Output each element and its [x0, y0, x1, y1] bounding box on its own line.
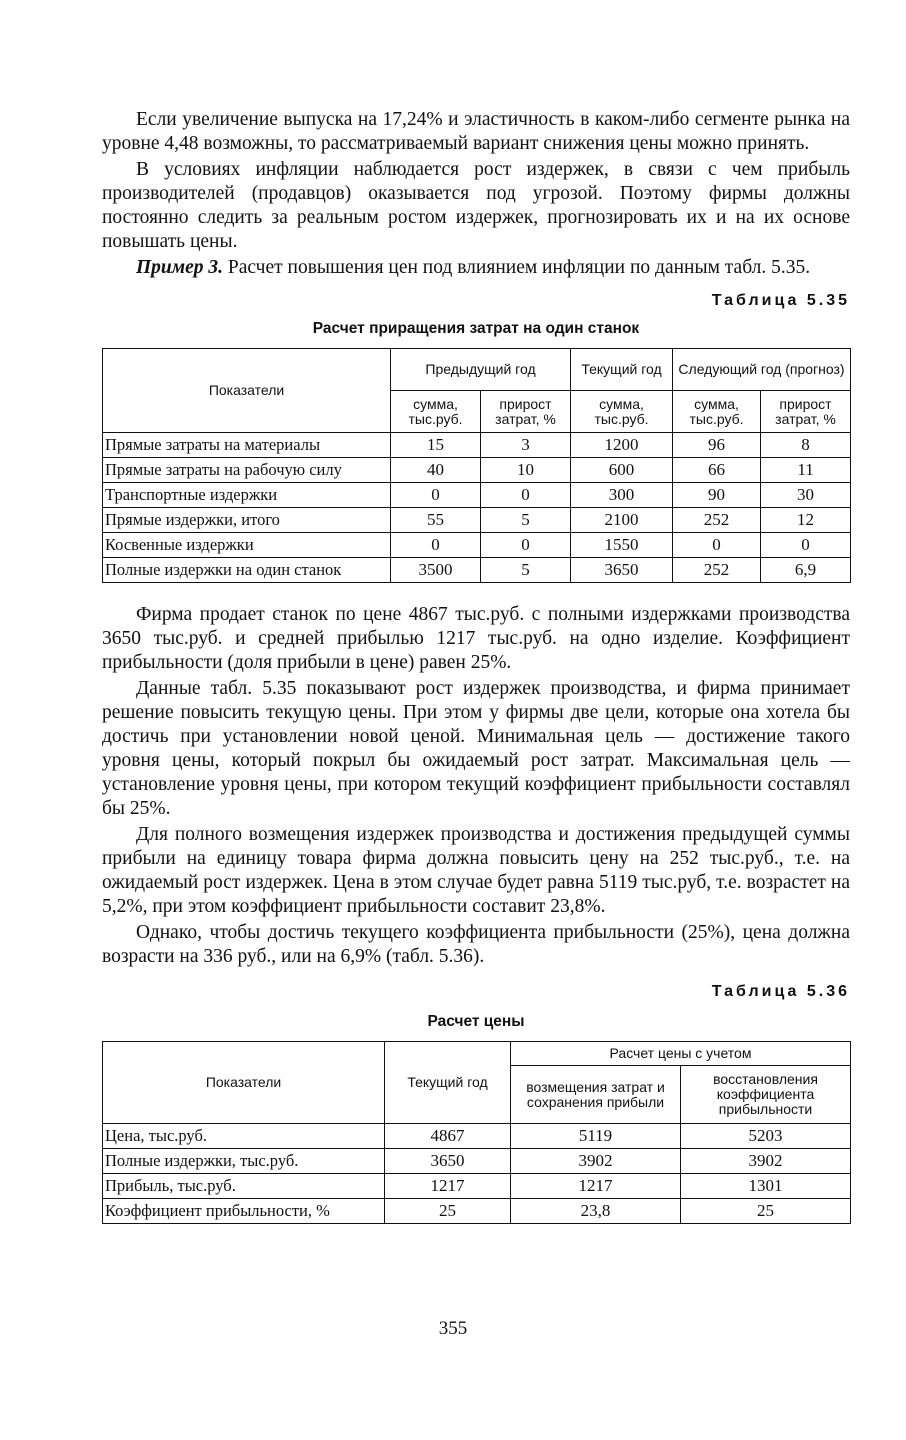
- paragraph: Если увеличение выпуска на 17,24% и эластичность в каком-либо сегменте рынка на уровне 4,48 возможны, то рассматриваемый вариант снижения цены можно принять.: [102, 109, 850, 154]
- paragraph: Для полного возмещения издержек производства и достижения предыдущей суммы прибыли на единицу товара фирма должна повысить цену на 252 тыс.руб., т.е. на ожидаемый рост издержек. Цена в этом случае будет равна 5119 тыс.руб, т.е. возрастет на 5,2%, при этом коэффициент прибыльности составит 23,8%.: [102, 824, 850, 917]
- cell: 3902: [681, 1149, 851, 1174]
- header-indicators: Показатели: [103, 1042, 385, 1124]
- row-label: Транспортные издержки: [103, 483, 391, 508]
- header-price-calc: Расчет цены с учетом: [511, 1042, 851, 1066]
- table-row: [103, 558, 851, 583]
- table-5-35: [102, 348, 851, 583]
- header-next-year: Следующий год (прогноз): [673, 349, 851, 391]
- table-row: [103, 483, 851, 508]
- table-row: [103, 433, 851, 458]
- cell: 3500: [391, 558, 481, 583]
- row-label: Прибыль, тыс.руб.: [103, 1174, 385, 1199]
- row-label: Полные издержки, тыс.руб.: [103, 1149, 385, 1174]
- cell: 8: [761, 433, 851, 458]
- table-5-36: [102, 1041, 851, 1224]
- cell: 0: [673, 533, 761, 558]
- header-indicators: Показатели: [103, 349, 391, 433]
- paragraph: Данные табл. 5.35 показывают рост издержек производства, и фирма принимает решение повысить текущую цены. При этом у фирмы две цели, которые она хотела бы достичь при установлении новой ценой. Минимальная цель — достижение такого уровня цены, который покрыл бы ожидаемый рост затрат. Максимальная цель — установление уровня цены, при котором текущий коэффициент прибыльности составлял бы 25%.: [102, 678, 850, 819]
- cell: 10: [481, 458, 571, 483]
- cell: 40: [391, 458, 481, 483]
- cell: 2100: [571, 508, 673, 533]
- row-label: Цена, тыс.руб.: [103, 1124, 385, 1149]
- cell: 300: [571, 483, 673, 508]
- paragraphs-middle: [102, 603, 850, 969]
- cell: 11: [761, 458, 851, 483]
- cell: 25: [681, 1199, 851, 1224]
- cell: 6,9: [761, 558, 851, 583]
- row-label: Прямые затраты на рабочую силу: [103, 458, 391, 483]
- cell: 5: [481, 508, 571, 533]
- cell: 1301: [681, 1174, 851, 1199]
- paragraph: В условиях инфляции наблюдается рост издержек, в связи с чем прибыль производителей (продавцов) оказывается под угрозой. Поэтому фирмы должны постоянно следить за реальным ростом издержек, прогнозировать их и на их основе повышать цены.: [102, 159, 850, 252]
- cell: 3902: [511, 1149, 681, 1174]
- row-label: Прямые издержки, итого: [103, 508, 391, 533]
- header-sum: сумма, тыс.руб.: [673, 391, 761, 433]
- table-title: Расчет приращения затрат на один станок: [312, 320, 640, 337]
- cell: 96: [673, 433, 761, 458]
- cell: 3650: [385, 1149, 511, 1174]
- paragraph: Однако, чтобы достичь текущего коэффициента прибыльности (25%), цена должна возрасти на 336 руб., или на 6,9% (табл. 5.36).: [102, 922, 850, 967]
- table-row: [103, 533, 851, 558]
- row-label: Прямые затраты на материалы: [103, 433, 391, 458]
- page-number: 355: [438, 1318, 468, 1339]
- cell: 0: [481, 533, 571, 558]
- cell: 252: [673, 508, 761, 533]
- cell: 25: [385, 1199, 511, 1224]
- cell: 1217: [511, 1174, 681, 1199]
- cell: 15: [391, 433, 481, 458]
- cell: 5119: [511, 1124, 681, 1149]
- cell: 5: [481, 558, 571, 583]
- page-content: [102, 108, 850, 1224]
- cell: 23,8: [511, 1199, 681, 1224]
- cell: 0: [481, 483, 571, 508]
- table-row: [103, 1199, 851, 1224]
- cell: 1550: [571, 533, 673, 558]
- table-row: [103, 1124, 851, 1149]
- paragraph: Фирма продает станок по цене 4867 тыс.руб. с полными издержками производства 3650 тыс.руб. и средней прибылью 1217 тыс.руб. на одно изделие. Коэффициент прибыльности (доля прибыли в цене) равен 25%.: [102, 604, 850, 673]
- header-sum: сумма, тыс.руб.: [391, 391, 481, 433]
- cell: 600: [571, 458, 673, 483]
- header-current-year: Текущий год: [385, 1042, 511, 1124]
- cell: 66: [673, 458, 761, 483]
- cell: 12: [761, 508, 851, 533]
- paragraphs-top: [102, 108, 850, 280]
- cell: 252: [673, 558, 761, 583]
- row-label: Коэффициент прибыльности, %: [103, 1199, 385, 1224]
- example-text: Расчет повышения цен под влиянием инфляции по данным табл. 5.35.: [223, 257, 811, 278]
- cell: 0: [391, 483, 481, 508]
- cell: 3650: [571, 558, 673, 583]
- table-label: Таблица 5.35: [711, 292, 850, 309]
- table-row: [103, 1174, 851, 1199]
- table-row: [103, 508, 851, 533]
- header-current-year: Текущий год: [571, 349, 673, 391]
- header-compensation: возмещения затрат и сохранения прибыли: [511, 1066, 681, 1124]
- cell: 90: [673, 483, 761, 508]
- header-sum: сумма, тыс.руб.: [571, 391, 673, 433]
- table-row: [103, 1149, 851, 1174]
- cell: 0: [761, 533, 851, 558]
- example-paragraph: [102, 256, 850, 280]
- example-label: Пример 3.: [136, 257, 224, 278]
- table-title: Расчет цены: [427, 1013, 525, 1030]
- cell: 1217: [385, 1174, 511, 1199]
- table-row: [103, 458, 851, 483]
- cell: 3: [481, 433, 571, 458]
- header-restoration: восстановления коэффициента прибыльности: [681, 1066, 851, 1124]
- cell: 0: [391, 533, 481, 558]
- row-label: Косвенные издержки: [103, 533, 391, 558]
- row-label: Полные издержки на один станок: [103, 558, 391, 583]
- cell: 30: [761, 483, 851, 508]
- cell: 4867: [385, 1124, 511, 1149]
- cell: 55: [391, 508, 481, 533]
- header-growth: прирост затрат, %: [761, 391, 851, 433]
- header-growth: прирост затрат, %: [481, 391, 571, 433]
- table-label: Таблица 5.36: [711, 983, 850, 1000]
- header-prev-year: Предыдущий год: [391, 349, 571, 391]
- cell: 1200: [571, 433, 673, 458]
- cell: 5203: [681, 1124, 851, 1149]
